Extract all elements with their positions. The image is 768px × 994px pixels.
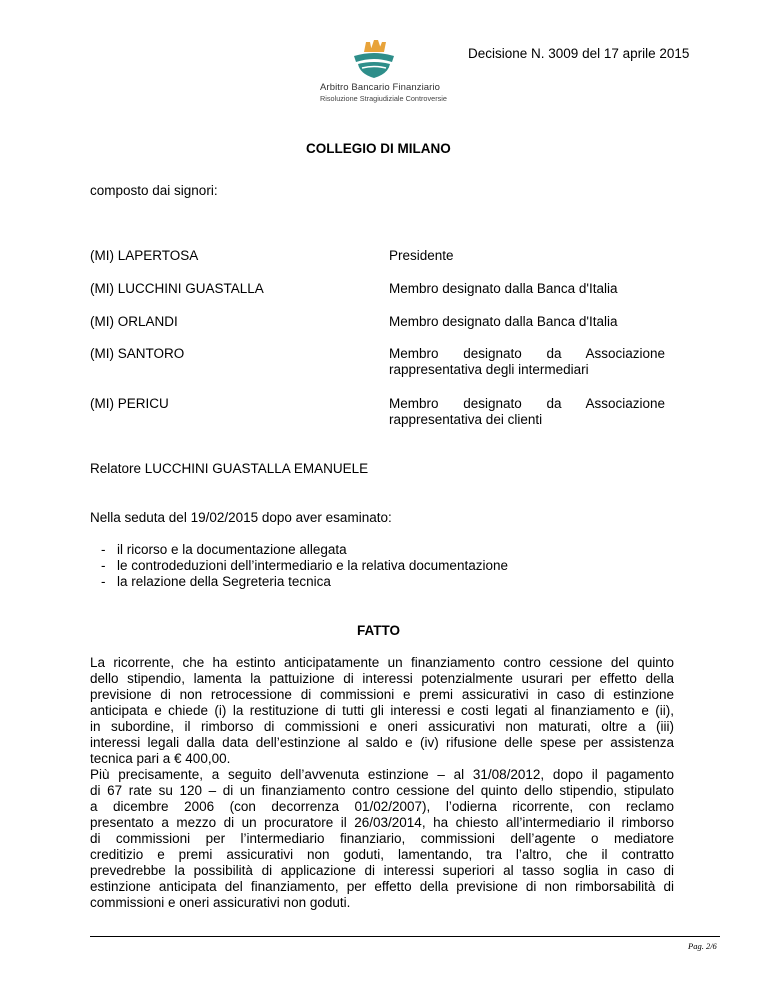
text-line: creditizio e premi assicurativi non goduti, lamentando, tra l’altro, che il contratto — [90, 847, 674, 862]
text-line: estinzione anticipata del finanziamento, per effetto della previsione di non rimborsabilità di — [90, 879, 674, 894]
rapporteur: Relatore LUCCHINI GUASTALLA EMANUELE — [90, 461, 369, 476]
member-name: (MI) SANTORO — [90, 346, 185, 361]
member-role-line: rappresentativa degli intermediari — [389, 362, 589, 377]
abf-emblem-icon — [348, 38, 400, 80]
text-line: in subordine, il rimborso di commissioni e oneri assicurativi non maturati, oltre a (iii) — [90, 719, 674, 734]
member-name: (MI) ORLANDI — [90, 314, 178, 329]
member-name: (MI) LUCCHINI GUASTALLA — [90, 281, 264, 296]
text-line: di 67 rate su 120 – di un finanziamento contro cessione del quinto dello stipendio, stipulato — [90, 783, 674, 798]
text-line: tecnica pari a € 400,00. — [90, 751, 231, 766]
member-role-line: Membro designato da Associazione — [389, 396, 665, 411]
list-item: - il ricorso e la documentazione allegata — [101, 542, 347, 557]
list-item-text: il ricorso e la documentazione allegata — [117, 542, 347, 557]
logo-subtitle: Risoluzione Stragiudiziale Controversie — [320, 94, 447, 103]
member-name: (MI) LAPERTOSA — [90, 248, 199, 263]
footer-divider — [90, 936, 720, 937]
decision-number: Decisione N. 3009 del 17 aprile 2015 — [468, 46, 690, 61]
member-role: Presidente — [389, 248, 454, 263]
text-line: prevedrebbe la possibilità di applicazione di interessi superiori al tasso soglia in caso di — [90, 863, 674, 878]
examined-documents-list — [101, 542, 508, 590]
session-intro: Nella seduta del 19/02/2015 dopo aver esaminato: — [90, 510, 392, 525]
text-line: dello stipendio, lamenta la pattuizione di interessi potenzialmente usurari per effetto della — [90, 671, 674, 686]
text-line: a dicembre 2006 (con decorrenza 01/02/2007), l’odierna ricorrente, con reclamo — [90, 799, 674, 814]
page-number: Pag. 2/6 — [688, 941, 717, 951]
fatto-paragraph-1 — [90, 655, 674, 767]
section-title-fatto: FATTO — [357, 623, 400, 638]
member-role-line: rappresentativa dei clienti — [389, 412, 543, 427]
composed-label: composto dai signori: — [90, 183, 218, 198]
member-role-line: Membro designato da Associazione — [389, 346, 665, 361]
list-item: - la relazione della Segreteria tecnica — [101, 574, 331, 589]
college-title: COLLEGIO DI MILANO — [306, 141, 451, 156]
member-name: (MI) PERICU — [90, 396, 169, 411]
text-line: interessi legali dalla data dell’estinzione al saldo e (iv) rifusione delle spese per assistenza — [90, 735, 674, 750]
text-line: di commissioni per l’intermediario finanziario, commissioni dell’agente o mediatore — [90, 831, 674, 846]
text-line: Più precisamente, a seguito dell’avvenuta estinzione – al 31/08/2012, dopo il pagamento — [90, 767, 674, 782]
text-line: previsione di non retrocessione di commissioni e premi assicurativi in caso di estinzione — [90, 687, 674, 702]
text-line: presentato a mezzo di un procuratore il 26/03/2014, ha chiesto all’intermediario il rimborso — [90, 815, 674, 830]
emblem-orange-rays — [364, 40, 386, 52]
emblem-teal-base — [358, 62, 390, 78]
logo-name: Arbitro Bancario Finanziario — [320, 82, 441, 93]
list-item-text: la relazione della Segreteria tecnica — [117, 574, 331, 589]
emblem-teal-wave — [354, 53, 394, 62]
text-line: La ricorrente, che ha estinto anticipatamente un finanziamento contro cessione del quinto — [90, 655, 674, 670]
abf-logo — [320, 38, 450, 104]
list-item-text: le controdeduzioni dell’intermediario e la relativa documentazione — [117, 558, 508, 573]
member-role — [389, 396, 665, 428]
text-line: commissioni e oneri assicurativi non goduti. — [90, 895, 351, 910]
text-line: anticipata e chiede (i) la restituzione di tutti gli interessi e costi legati al finanziamento e (ii), — [90, 703, 674, 718]
member-role — [389, 346, 665, 378]
fatto-paragraph-2 — [90, 767, 674, 911]
member-role: Membro designato dalla Banca d'Italia — [389, 281, 618, 296]
list-item: - le controdeduzioni dell’intermediario e la relativa documentazione — [101, 558, 508, 573]
member-role: Membro designato dalla Banca d'Italia — [389, 314, 618, 329]
